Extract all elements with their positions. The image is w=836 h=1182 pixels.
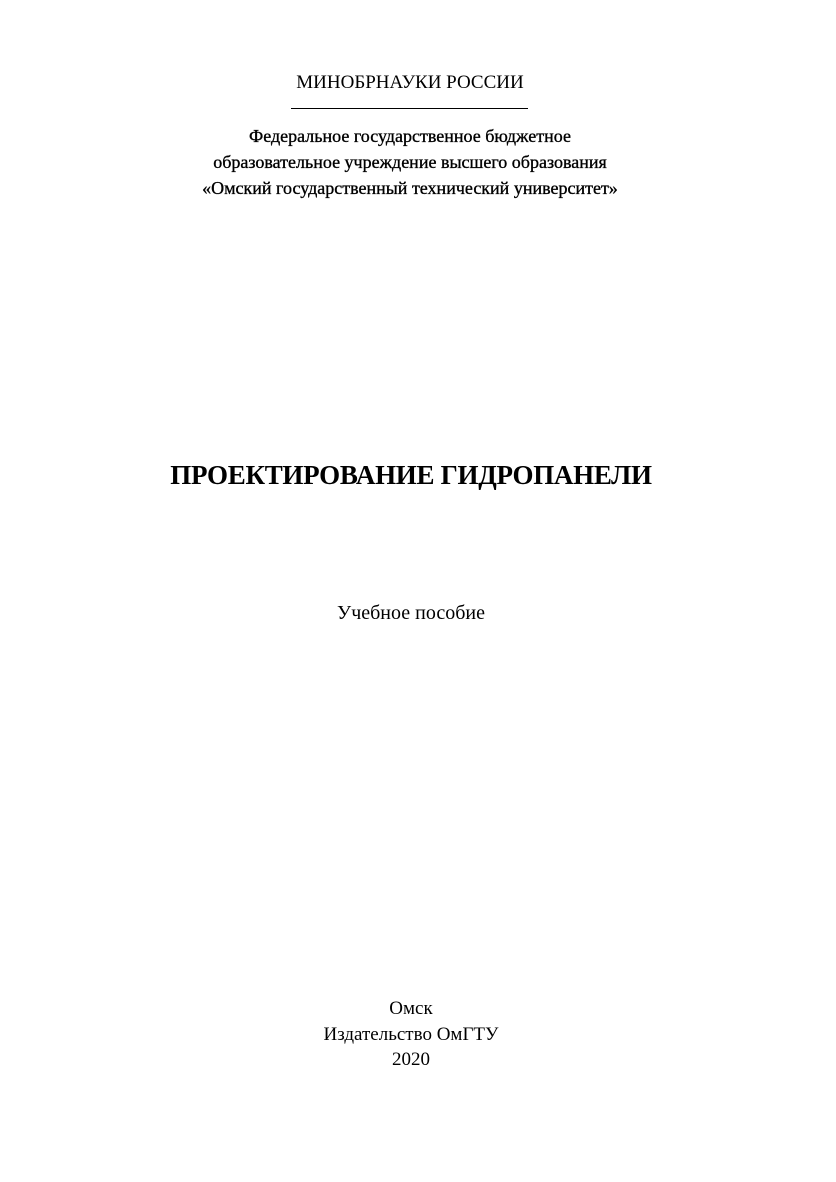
city: Омск (389, 998, 433, 1019)
organization-name (0, 123, 828, 201)
organization-line: образовательное учреждение высшего образования (213, 152, 607, 172)
divider-line (291, 108, 528, 109)
ministry-name: МИНОБРНАУКИ РОССИИ (296, 72, 524, 93)
document-subtitle: Учебное пособие (337, 602, 485, 624)
document-title: ПРОЕКТИРОВАНИЕ ГИДРОПАНЕЛИ (170, 460, 652, 490)
organization-line: Федеральное государственное бюджетное (249, 126, 571, 146)
year: 2020 (392, 1049, 430, 1070)
organization-line: «Омский государственный технический университет» (202, 178, 618, 198)
publisher: Издательство ОмГТУ (323, 1023, 499, 1045)
imprint (0, 996, 829, 1073)
